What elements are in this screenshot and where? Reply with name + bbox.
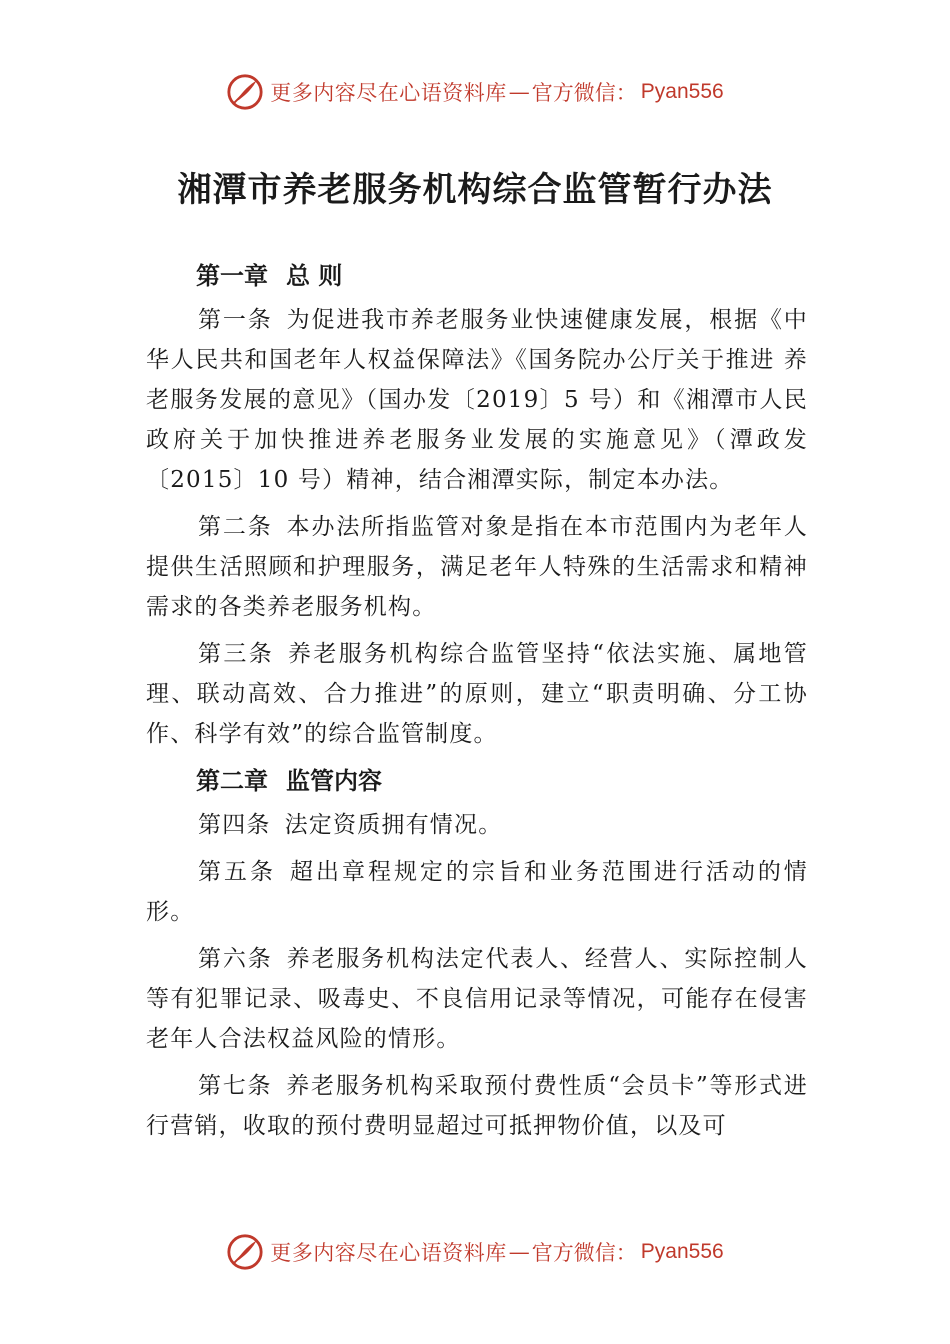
article-paragraph: [146, 300, 808, 500]
article-number: 第一条: [198, 307, 273, 333]
chapter-number: 第二章: [196, 767, 268, 795]
chapter-heading-2: [146, 761, 808, 805]
chapter-name: 总 则: [286, 262, 343, 290]
watermark-banner-top: [0, 72, 950, 112]
chapter-name: 监管内容: [286, 767, 382, 795]
watermark-text: 更多内容尽在心语资料库: [270, 81, 507, 105]
watermark-wechat-label: 官方微信：: [531, 1241, 637, 1265]
article-text: 养老服务机构法定代表人、经营人、实际控制人等有犯罪记录、吸毒史、不良信用记录等情况，可能存在侵害老年人合法权益风险的情形。: [146, 946, 809, 1052]
chapter-number: 第一章: [196, 262, 268, 290]
article-text: 超出章程规定的宗旨和业务范围进行活动的情形。: [146, 859, 809, 925]
article-number: 第三条: [198, 641, 275, 667]
article-text: 本办法所指监管对象是指在本市范围内为老年人提供生活照顾和护理服务，满足老年人特殊的生活需求和精神需求的各类养老服务机构。: [146, 514, 809, 620]
quill-logo-icon: [226, 73, 264, 111]
watermark-separator: —: [508, 1240, 530, 1264]
article-paragraph: [146, 939, 808, 1059]
article-paragraph: [146, 507, 808, 627]
article-text: 为促进我市养老服务业快速健康发展，根据《中华人民共和国老年人权益保障法》《国务院办公厅关于推进 养老服务发展的意见》（国办发〔2019〕5 号）和《湘潭市人民政府关于加快推进养老服务业发展的实施意见》（潭政发〔2015〕10 号）精神，结合湘潭实际，制定本办法。: [146, 307, 809, 493]
watermark-banner-bottom: [0, 1232, 950, 1272]
watermark-wechat-id: Pyan556: [640, 80, 724, 103]
quill-logo-icon: [226, 1233, 264, 1271]
watermark-wechat-label: 官方微信：: [531, 81, 637, 105]
chapter-heading-1: [146, 256, 808, 300]
document-body: [146, 256, 808, 1153]
article-text: 法定资质拥有情况。: [284, 812, 503, 838]
article-number: 第七条: [198, 1073, 273, 1099]
article-text: 养老服务机构采取预付费性质“会员卡”等形式进行营销，收取的预付费明显超过可抵押物价值，以及可: [146, 1073, 808, 1139]
watermark-separator: —: [508, 80, 530, 104]
article-number: 第二条: [198, 514, 273, 540]
watermark-wechat-id: Pyan556: [640, 1240, 724, 1263]
document-title: 湘潭市养老服务机构综合监管暂行办法: [177, 170, 773, 210]
watermark-text: 更多内容尽在心语资料库: [270, 1241, 507, 1265]
article-number: 第五条: [198, 859, 276, 885]
article-paragraph: [146, 634, 808, 754]
article-paragraph: [146, 805, 808, 845]
article-number: 第四条: [198, 812, 271, 838]
article-text: 养老服务机构综合监管坚持“依法实施、属地管理、联动高效、合力推进”的原则，建立“职责明确、分工协作、科学有效”的综合监管制度。: [146, 641, 808, 747]
article-number: 第六条: [198, 946, 273, 972]
article-paragraph: [146, 852, 808, 932]
article-paragraph: [146, 1066, 808, 1146]
